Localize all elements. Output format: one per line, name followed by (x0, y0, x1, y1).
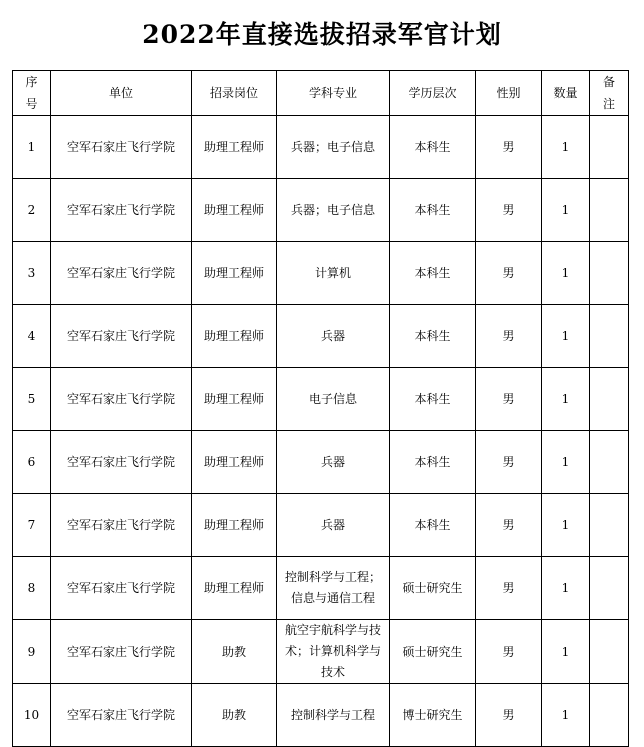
cell-quantity: 1 (542, 116, 590, 179)
cell-education: 硕士研究生 (390, 557, 476, 620)
cell-index: 6 (13, 431, 51, 494)
cell-major (277, 242, 390, 305)
cell-remark (590, 557, 629, 620)
table-row (13, 242, 629, 305)
cell-major (277, 494, 390, 557)
cell-remark (590, 368, 629, 431)
table-row (13, 368, 629, 431)
cell-quantity: 1 (542, 179, 590, 242)
header-remark-line1: 备 (602, 75, 615, 89)
cell-major-text: 兵器；电子信息 (290, 202, 375, 217)
cell-position: 助理工程师 (192, 431, 277, 494)
cell-quantity: 1 (542, 431, 590, 494)
header-unit: 单位 (51, 71, 192, 116)
cell-remark (590, 431, 629, 494)
cell-remark (590, 179, 629, 242)
cell-position: 助理工程师 (192, 179, 277, 242)
header-major: 学科专业 (277, 71, 390, 116)
cell-unit: 空军石家庄飞行学院 (51, 179, 192, 242)
cell-major (277, 557, 390, 620)
cell-unit: 空军石家庄飞行学院 (51, 557, 192, 620)
header-gender: 性别 (476, 71, 542, 116)
header-position: 招录岗位 (192, 71, 277, 116)
cell-major-text: 电子信息 (308, 391, 357, 406)
cell-unit: 空军石家庄飞行学院 (51, 305, 192, 368)
cell-position: 助教 (192, 684, 277, 747)
cell-major-text: 兵器；电子信息 (290, 139, 375, 154)
cell-education: 本科生 (390, 431, 476, 494)
header-index-text (25, 71, 37, 115)
cell-index: 4 (13, 305, 51, 368)
cell-major (277, 684, 390, 747)
header-remark-text (603, 71, 615, 115)
cell-major (277, 431, 390, 494)
cell-quantity: 1 (542, 242, 590, 305)
cell-major (277, 116, 390, 179)
cell-education: 本科生 (390, 116, 476, 179)
cell-remark (590, 305, 629, 368)
table-row (13, 116, 629, 179)
cell-remark (590, 494, 629, 557)
cell-gender: 男 (476, 179, 542, 242)
cell-index: 3 (13, 242, 51, 305)
cell-education: 硕士研究生 (390, 620, 476, 684)
table-body (13, 116, 629, 747)
cell-unit: 空军石家庄飞行学院 (51, 431, 192, 494)
cell-unit: 空军石家庄飞行学院 (51, 242, 192, 305)
cell-position: 助理工程师 (192, 494, 277, 557)
cell-major-text: 航空宇航科学与技术；计算机科学与技术 (285, 623, 382, 679)
cell-quantity: 1 (542, 494, 590, 557)
cell-gender: 男 (476, 684, 542, 747)
cell-index: 9 (13, 620, 51, 684)
header-remark (590, 71, 629, 116)
cell-major (277, 305, 390, 368)
cell-remark (590, 116, 629, 179)
cell-education: 博士研究生 (390, 684, 476, 747)
table-row (13, 557, 629, 620)
cell-unit: 空军石家庄飞行学院 (51, 620, 192, 684)
cell-gender: 男 (476, 431, 542, 494)
table-header (13, 71, 629, 116)
table-row (13, 684, 629, 747)
cell-gender: 男 (476, 242, 542, 305)
table-row (13, 494, 629, 557)
cell-index: 1 (13, 116, 51, 179)
document-title: 2022年直接选拔招录军官计划 (142, 20, 502, 49)
table-row (13, 305, 629, 368)
cell-remark (590, 620, 629, 684)
cell-major-text: 计算机 (314, 265, 351, 280)
cell-unit: 空军石家庄飞行学院 (51, 368, 192, 431)
cell-major-text: 控制科学与工程；信息与通信工程 (285, 570, 382, 605)
cell-gender: 男 (476, 557, 542, 620)
cell-major-text: 兵器 (320, 454, 345, 469)
cell-unit: 空军石家庄飞行学院 (51, 494, 192, 557)
cell-unit: 空军石家庄飞行学院 (51, 684, 192, 747)
cell-position: 助教 (192, 620, 277, 684)
cell-remark (590, 684, 629, 747)
cell-gender: 男 (476, 305, 542, 368)
cell-quantity: 1 (542, 620, 590, 684)
header-quantity: 数量 (542, 71, 590, 116)
cell-quantity: 1 (542, 305, 590, 368)
table-row (13, 620, 629, 684)
cell-quantity: 1 (542, 684, 590, 747)
cell-major-text: 兵器 (320, 328, 345, 343)
cell-gender: 男 (476, 494, 542, 557)
cell-education: 本科生 (390, 179, 476, 242)
cell-quantity: 1 (542, 557, 590, 620)
cell-position: 助理工程师 (192, 305, 277, 368)
cell-major (277, 368, 390, 431)
cell-education: 本科生 (390, 494, 476, 557)
cell-education: 本科生 (390, 368, 476, 431)
cell-major (277, 620, 390, 684)
header-index (13, 71, 51, 116)
cell-position: 助理工程师 (192, 242, 277, 305)
table-row (13, 179, 629, 242)
recruitment-plan-table (12, 70, 629, 747)
header-index-line1: 序 (25, 75, 38, 89)
cell-position: 助理工程师 (192, 368, 277, 431)
cell-gender: 男 (476, 368, 542, 431)
cell-position: 助理工程师 (192, 116, 277, 179)
cell-quantity: 1 (542, 368, 590, 431)
cell-major-text: 控制科学与工程 (290, 707, 375, 722)
cell-remark (590, 242, 629, 305)
cell-gender: 男 (476, 620, 542, 684)
cell-index: 8 (13, 557, 51, 620)
header-row (13, 71, 629, 116)
cell-unit: 空军石家庄飞行学院 (51, 116, 192, 179)
cell-gender: 男 (476, 116, 542, 179)
cell-major-text: 兵器 (320, 517, 345, 532)
header-remark-line2: 注 (602, 97, 615, 111)
cell-education: 本科生 (390, 242, 476, 305)
cell-index: 10 (13, 684, 51, 747)
cell-index: 2 (13, 179, 51, 242)
cell-major (277, 179, 390, 242)
cell-index: 5 (13, 368, 51, 431)
table-row (13, 431, 629, 494)
cell-index: 7 (13, 494, 51, 557)
header-education: 学历层次 (390, 71, 476, 116)
cell-position: 助理工程师 (192, 557, 277, 620)
cell-education: 本科生 (390, 305, 476, 368)
header-index-line2: 号 (25, 97, 38, 111)
